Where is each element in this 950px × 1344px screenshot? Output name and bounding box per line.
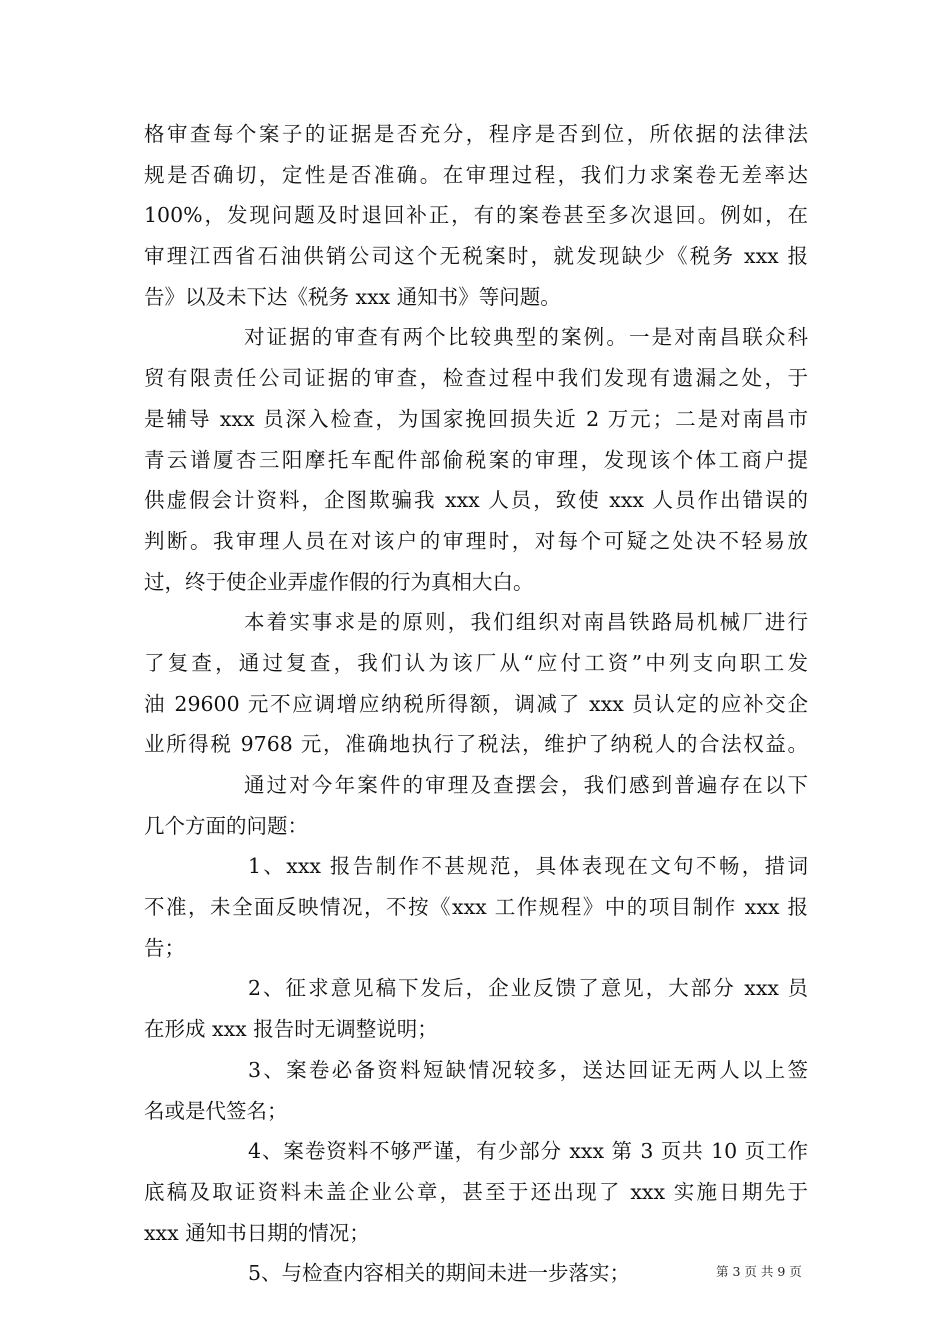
text-line: 2、征求意见稿下发后，企业反馈了意见，大部分 xxx 员 xyxy=(248,976,808,1001)
text-line: 是辅导 xxx 员深入检查，为国家挽回损失近 2 万元；二是对南昌市 xyxy=(144,406,808,431)
document-body xyxy=(144,114,808,1294)
text-line: 油 29600 元不应调增应纳税所得额，调减了 xxx 员认定的应补交企 xyxy=(144,691,808,716)
text-line: 审理江西省石油供销公司这个无税案时，就发现缺少《税务 xxx 报 xyxy=(144,244,808,269)
text-line: 100%，发现问题及时退回补正，有的案卷甚至多次退回。例如，在 xyxy=(144,203,808,228)
text-line: 青云谱厦杏三阳摩托车配件部偷税案的审理，发现该个体工商户提 xyxy=(144,447,808,472)
text-line: 过，终于使企业弄虚作假的行为真相大白。 xyxy=(144,569,534,594)
text-line: 本着实事求是的原则，我们组织对南昌铁路局机械厂进行 xyxy=(244,610,808,635)
text-line: 供虚假会计资料，企图欺骗我 xxx 人员，致使 xxx 人员作出错误的 xyxy=(144,488,808,513)
text-line: 5、与检查内容相关的期间未进一步落实； xyxy=(248,1261,631,1286)
text-line: 对证据的审查有两个比较典型的案例。一是对南昌联众科 xyxy=(244,325,808,350)
text-line: xxx 通知书日期的情况； xyxy=(144,1220,370,1245)
text-line: 了复查，通过复查，我们认为该厂从“应付工资”中列支向职工发 xyxy=(144,650,808,675)
text-line: 规是否确切，定性是否准确。在审理过程，我们力求案卷无差率达 xyxy=(144,162,808,187)
page-footer: 第 3 页 共 9 页 xyxy=(716,1264,802,1279)
text-line: 判断。我审理人员在对该户的审理时，对每个可疑之处决不轻易放 xyxy=(144,528,808,553)
text-line: 1、xxx 报告制作不甚规范，具体表现在文句不畅，措词 xyxy=(248,854,808,879)
text-line: 告》以及未下达《税务 xxx 通知书》等问题。 xyxy=(144,284,561,309)
text-line: 贸有限责任公司证据的审查，检查过程中我们发现有遗漏之处，于 xyxy=(144,366,808,391)
text-line: 底稿及取证资料未盖企业公章，甚至于还出现了 xxx 实施日期先于 xyxy=(144,1179,808,1204)
text-line: 名或是代签名； xyxy=(144,1098,288,1123)
text-line: 4、案卷资料不够严谨，有少部分 xxx 第 3 页共 10 页工作 xyxy=(248,1139,808,1164)
text-line: 在形成 xxx 报告时无调整说明； xyxy=(144,1017,438,1042)
text-line: 业所得税 9768 元，准确地执行了税法，维护了纳税人的合法权益。 xyxy=(144,732,808,757)
text-line: 格审查每个案子的证据是否充分，程序是否到位，所依据的法律法 xyxy=(144,122,808,146)
text-line: 通过对今年案件的审理及查摆会，我们感到普遍存在以下 xyxy=(244,773,808,797)
text-line: 不准，未全面反映情况，不按《xxx 工作规程》中的项目制作 xxx 报 xyxy=(144,895,808,920)
text-line: 3、案卷必备资料短缺情况较多，送达回证无两人以上签 xyxy=(248,1057,808,1082)
text-line: 告； xyxy=(144,935,185,960)
text-line: 几个方面的问题： xyxy=(144,813,308,838)
